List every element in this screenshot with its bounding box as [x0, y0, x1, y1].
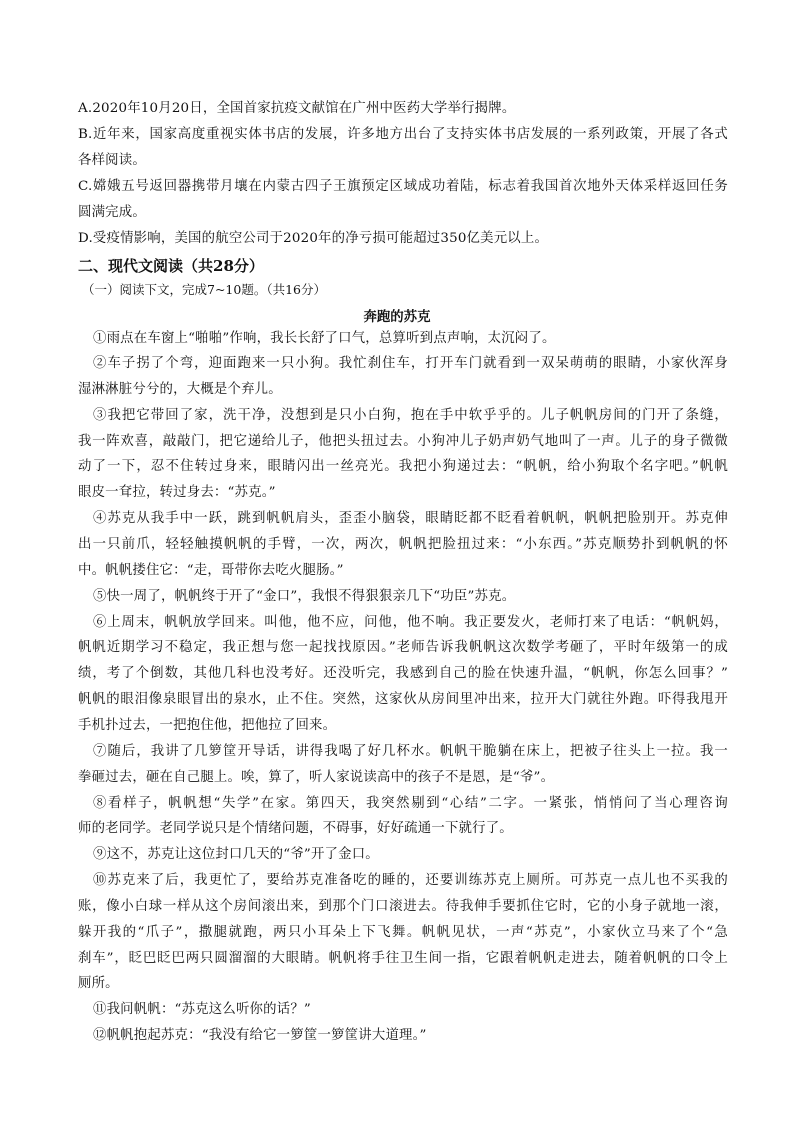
section-subheading: （一）阅读下文，完成7~10题。（共16分） — [82, 282, 326, 297]
paragraph-5: ⑤快一周了，帆帆终于开了“金口”，我恨不得狠狠亲几下“功臣”苏克。 — [93, 589, 516, 604]
paragraph-6-line-2: 帆帆近期学习不稳定，我正想与您一起找找原因。”老师告诉我帆帆这次数学考砸了，平时年级第一的成 — [78, 640, 728, 655]
paragraph-8-line-1: ⑧看样子，帆帆想“失学”在家。第四天，我突然剔到“心结”二字。一紧张，悄悄问了当心理咨询 — [93, 796, 728, 811]
paragraph-10-line-4: 刹车”，眨巴眨巴两只圆溜溜的大眼睛。帆帆将手往卫生间一指，它跟着帆帆走进去，随着帆帆的口令上 — [78, 951, 728, 966]
paragraph-1: ①雨点在车窗上“啪啪”作响，我长长舒了口气，总算听到点声响，太沉闷了。 — [93, 331, 556, 346]
paragraph-10-line-2: 账，像小白球一样从这个房间滚出来，到那个门口滚进去。待我伸手要抓住它时，它的小身子就地一滚， — [78, 899, 728, 914]
paragraph-4-line-1: ④苏克从我手中一跃，跳到帆帆肩头，歪歪小脑袋，眼睛眨都不眨看着帆帆，帆帆把脸别开。苏克伸 — [93, 511, 728, 526]
option-a: A.2020年10月20日，全国首家抗疫文献馆在广州中医药大学举行揭牌。 — [78, 101, 516, 116]
option-c-line-1: C.嫦娥五号返回器携带月壤在内蒙古四子王旗预定区域成功着陆，标志着我国首次地外天体采样返回任务 — [78, 179, 728, 194]
option-b-line-2: 各样阅读。 — [78, 153, 146, 168]
paragraph-4-line-2: 出一只前爪，轻轻触摸帆帆的手臂，一次，两次，帆帆把脸扭过来：“小东西。”苏克顺势扑到帆帆的怀 — [78, 537, 728, 552]
paragraph-8-line-2: 师的老同学。老同学说只是个情绪问题，不碍事，好好疏通一下就行了。 — [78, 821, 513, 836]
paragraph-6-line-4: 帆帆的眼泪像泉眼冒出的泉水，止不住。突然，这家伙从房间里冲出来，拉开大门就往外跑。吓得我甩开 — [78, 692, 728, 707]
option-b-line-1: B.近年来，国家高度重视实体书店的发展，许多地方出台了支持实体书店发展的一系列政策，开展了各式 — [78, 127, 728, 142]
paragraph-6-line-5: 手机扑过去，一把抱住他，把他拉了回来。 — [78, 718, 337, 733]
paragraph-3-line-3: 动了一下，忍不住转过身来，眼睛闪出一丝亮光。我把小狗递过去：“帆帆，给小狗取个名字吧。”帆帆 — [78, 459, 728, 474]
paragraph-7-line-1: ⑦随后，我讲了几箩筐开导话，讲得我喝了好几杯水。帆帆干脆躺在床上，把被子往头上一拉。我一 — [93, 744, 728, 759]
paragraph-12: ⑫帆帆抱起苏克：“我没有给它一箩筐一箩筐讲大道理。” — [93, 1028, 427, 1043]
paragraph-4-line-3: 中。帆帆搂住它：“走，哥带你去吃火腿肠。” — [78, 563, 344, 578]
paragraph-10-line-1: ⑩苏克来了后，我更忙了，要给苏克准备吃的睡的，还要训练苏克上厕所。可苏克一点儿也不买我的 — [93, 873, 728, 888]
section-heading: 二、现代文阅读（共28分） — [78, 257, 264, 275]
paragraph-6-line-1: ⑥上周末，帆帆放学回来。叫他，他不应，问他，他不响。我正要发火，老师打来了电话：“帆帆妈， — [93, 615, 728, 630]
paragraph-11: ⑪我问帆帆：“苏克这么听你的话？” — [93, 1002, 311, 1017]
paragraph-10-line-5: 厕所。 — [78, 976, 119, 991]
paragraph-10-line-3: 躲开我的“爪子”，撒腿就跑，两只小耳朵上下飞舞。帆帆见状，一声“苏克”，小家伙立马来了个“急 — [78, 925, 728, 940]
option-c-line-2: 圆满完成。 — [78, 205, 146, 220]
paragraph-6-line-3: 绩，考了个倒数，其他几科也没考好。还没听完，我感到自己的脸在快速升温，“帆帆，你怎么回事？” — [78, 666, 728, 681]
paragraph-7-line-2: 拳砸过去，砸在自己腿上。唉，算了，听人家说读高中的孩子不是恩，是“爷”。 — [78, 770, 555, 785]
option-d: D.受疫情影响，美国的航空公司于2020年的净亏损可能超过350亿美元以上。 — [78, 231, 549, 246]
paragraph-9: ⑨这不，苏克让这位封口几天的“爷”开了金口。 — [93, 847, 379, 862]
paragraph-3-line-4: 眼皮一耷拉，转过身去：“苏克。” — [78, 485, 276, 500]
paragraph-2-line-1: ②车子拐了个弯，迎面跑来一只小狗。我忙刹住车，打开车门就看到一双呆萌萌的眼睛，小家伙浑身 — [93, 356, 728, 371]
paragraph-3-line-2: 我一阵欢喜，敲敲门，把它递给儿子，他把头扭过去。小狗冲儿子奶声奶气地叫了一声。儿子的身子微微 — [78, 434, 728, 449]
article-title: 奔跑的苏克 — [363, 309, 431, 325]
paragraph-2-line-2: 湿淋淋脏兮兮的，大概是个弃儿。 — [78, 382, 282, 397]
paragraph-3-line-1: ③我把它带回了家，洗干净，没想到是只小白狗，抱在手中软乎乎的。儿子帆帆房间的门开了条缝， — [93, 408, 728, 423]
